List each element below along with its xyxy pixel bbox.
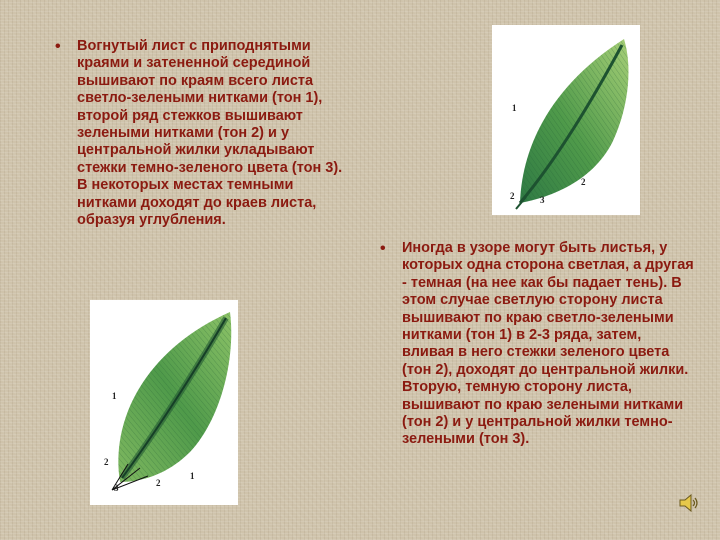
text-block-concave-leaf: [55, 38, 355, 229]
leaf-label: 2: [156, 478, 161, 488]
leaf-label: 1: [112, 391, 117, 401]
leaf-drawing: [492, 25, 640, 215]
paragraph-concave-leaf: Вогнутый лист с приподнятыми краями и затененной серединой вышивают по краям всего листа светло-зелеными нитками (тон 1), второй ряд стежков вышивают зелеными нитками (тон 2) и у центральной жилки укладывают стежки темно-зеленого цвета (тон 3). В некоторых местах темными нитками доходят до краев листа, образуя углубления.: [77, 38, 343, 229]
leaf-label: 2: [581, 177, 586, 187]
leaf-label: 2: [104, 457, 109, 467]
leaf-illustration-concave: [90, 300, 238, 505]
leaf-label: 3: [540, 195, 545, 205]
leaf-illustration-two-tone: [492, 25, 640, 215]
bullet-marker: •: [55, 38, 61, 55]
leaf-label: 1: [512, 103, 517, 113]
leaf-label: 1: [190, 471, 195, 481]
bullet-marker: •: [380, 240, 386, 257]
speaker-icon[interactable]: [678, 492, 700, 514]
leaf-label: 3: [114, 483, 119, 493]
text-block-two-tone-leaf: [380, 240, 695, 449]
leaf-label: 2: [510, 191, 515, 201]
paragraph-two-tone-leaf: Иногда в узоре могут быть листья, у которых одна сторона светлая, а другая - темная (на нее как бы падает тень). В этом случае светлую сторону листа вышивают по краю светло-зелеными нитками (тон 1) в 2-3 ряда, затем, вливая в него стежки зеленого цвета (тон 2), доходят до центральной жилки. Вторую, темную сторону листа, вышивают по краю зелеными нитками (тон 2) и у центральной жилки темно-зелеными (тон 3).: [402, 240, 694, 448]
leaf-drawing: [90, 300, 238, 505]
